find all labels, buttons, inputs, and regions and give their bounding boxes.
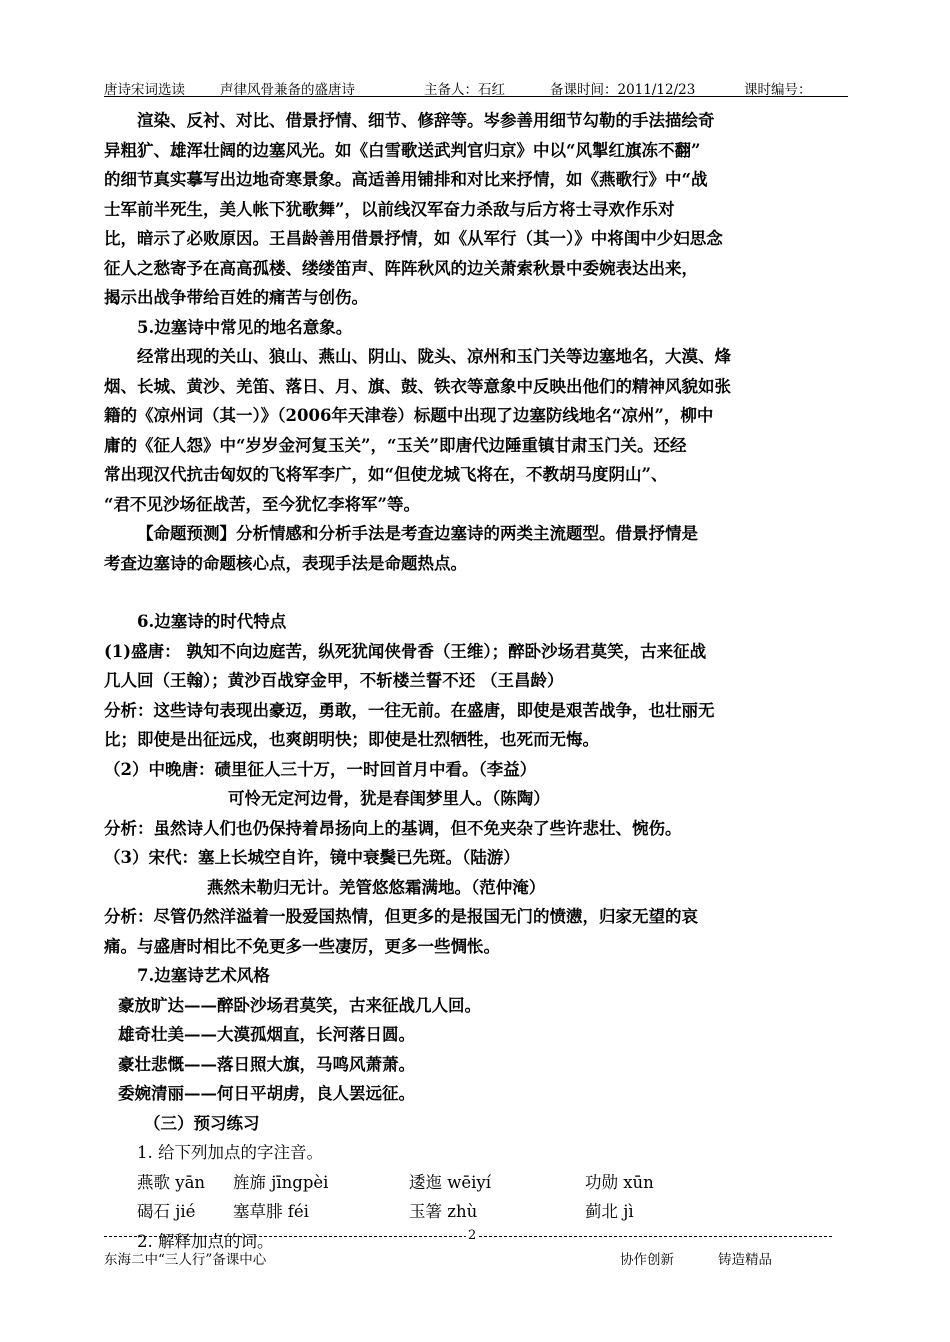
page-header [104, 76, 848, 97]
style-line: 豪壮悲慨——落日照大旗，马鸣风萧萧。 [118, 1054, 415, 1074]
s5-line: 庸的《征人怨》中“岁岁金河复玉关”，“玉关”即唐代边陲重镇甘肃玉门关。还经 [104, 435, 687, 455]
exercise-1-title: 1. 给下列加点的字注音。 [137, 1143, 323, 1162]
s6-3-line: 燕然未勒归无计。羌管悠悠霜满地。（范仲淹） [207, 877, 546, 897]
pinyin-item: 旌旆 jīngpèi [233, 1172, 329, 1192]
s6-2-analysis: 分析：虽然诗人们也仍保持着昂扬向上的基调，但不免夹杂了些许悲壮、惋伤。 [104, 818, 682, 838]
prediction-line: 考查边塞诗的命题核心点，表现手法是命题热点。 [104, 553, 467, 573]
exercise-2-title: 2. 解释加点的词。 [137, 1231, 274, 1251]
s6-2-line: （2）中晚唐：碛里征人三十万，一时回首月中看。（李益） [104, 759, 537, 779]
page-number: 2 [468, 1228, 477, 1243]
style-line: 豪放旷达——醉卧沙场君莫笑，古来征战几人回。 [118, 995, 481, 1015]
document-body [104, 106, 786, 1256]
p1-line: 揭示出战争带给百姓的痛苦与创伤。 [104, 288, 368, 307]
s6-1-analysis: 分析：这些诗句表现出豪迈，勇敢，一往无前。在盛唐，即使是艰苦战争，也壮丽无 [104, 700, 715, 720]
pinyin-item: 蓟北 jì [585, 1202, 634, 1221]
style-line: 委婉清丽——何日平胡虏，良人罢远征。 [118, 1084, 415, 1103]
pinyin-item: 碣石 jié [137, 1202, 196, 1221]
s6-1-line: (1)盛唐： 孰知不向边庭苦，纵死犹闻侠骨香（王维）；醉卧沙场君莫笑，古来征战 [104, 641, 707, 661]
s6-3-analysis: 痛。与盛唐时相比不免更多一些凄厉，更多一些惆怅。 [104, 936, 500, 956]
pinyin-item: 逶迤 wēiyí [409, 1172, 492, 1192]
spacer [104, 578, 786, 607]
prediction-line: 【命题预测】分析情感和分析手法是考查边塞诗的两类主流题型。借景抒情是 [137, 524, 698, 543]
style-line: 雄奇壮美——大漠孤烟直，长河落日圆。 [118, 1025, 415, 1044]
s6-1-analysis: 比；即使是出征远戍，也爽朗明快；即使是壮烈牺牲，也死而无悔。 [104, 730, 599, 749]
pinyin-item: 塞草腓 féi [233, 1202, 309, 1221]
exercise-1-row [104, 1168, 786, 1198]
header-lesson: 声律风骨兼备的盛唐诗 [220, 82, 355, 98]
section-7-title: 7.边塞诗艺术风格 [137, 966, 270, 985]
footer-center: 东海二中“三人行”备课中心 [104, 1252, 267, 1268]
s5-line: 烟、长城、黄沙、羌笛、落日、月、旗、鼓、铁衣等意象中反映出他们的精神风貌如张 [104, 376, 731, 396]
s5-line: “君不见沙场征战苦，至今犹忆李将军”等。 [104, 494, 420, 514]
s6-2-line: 可怜无定河边骨，犹是春闺梦里人。（陈陶） [228, 789, 550, 808]
pinyin-item: 功勋 xūn [585, 1172, 654, 1192]
p1-line: 异粗犷、雄浑壮阔的边塞风光。如《白雪歌送武判官归京》中以“风掣红旗冻不翻” [104, 140, 701, 160]
p1-line: 的细节真实摹写出边地奇寒景象。高适善用铺排和对比来抒情，如《燕歌行》中“战 [104, 170, 708, 189]
pinyin-item: 玉箸 zhù [409, 1202, 478, 1221]
footer-slogan-1: 协作创新 [620, 1252, 674, 1268]
s6-3-analysis: 分析：尽管仍然洋溢着一股爱国热情，但更多的是报国无门的愤懑，归家无望的哀 [104, 907, 698, 926]
p1-line: 比，暗示了必败原因。王昌龄善用借景抒情，如《从军行（其一）》中将闺中少妇思念 [104, 229, 723, 248]
p1-line: 征人之愁寄予在高高孤楼、缕缕笛声、阵阵秋风的边关萧索秋景中委婉表达出来， [104, 258, 698, 278]
p1-line: 士军前半死生，美人帐下犹歌舞”，以前线汉军奋力杀敌与后方将士寻欢作乐对 [104, 199, 675, 219]
s6-3-line: （3）宋代：塞上长城空自许，镜中衰鬓已先斑。（陆游） [104, 848, 520, 867]
pinyin-item: 燕歌 yān [137, 1172, 206, 1192]
s5-line: 籍的《凉州词（其一）》（2006年天津卷）标题中出现了边塞防线地名“凉州”，柳中 [104, 406, 714, 425]
s6-1-line: 几人回（王翰）；黄沙百战穿金甲，不斩楼兰誓不还 （王昌龄） [104, 671, 564, 690]
section-5-title: 5.边塞诗中常见的地名意象。 [137, 317, 353, 337]
p1-line: 渲染、反衬、对比、借景抒情、细节、修辞等。岑参善用细节勾勒的手法描绘奇 [137, 111, 715, 130]
header-prep-time: 备课时间：2011/12/23 [550, 82, 696, 98]
header-lesson-code: 课时编号： [744, 82, 812, 98]
s5-line: 常出现汉代抗击匈奴的飞将军李广，如“但使龙城飞将在，不教胡马度阴山”、 [104, 465, 668, 484]
header-course: 唐诗宋词选读 [104, 82, 185, 98]
footer-slogan-2: 铸造精品 [718, 1252, 772, 1268]
s5-line: 经常出现的关山、狼山、燕山、阴山、陇头、凉州和玉门关等边塞地名，大漠、烽 [137, 347, 731, 366]
exercise-1-row [104, 1197, 786, 1227]
section-6-title: 6.边塞诗的时代特点 [137, 612, 287, 631]
header-preparer: 主备人：石红 [424, 82, 505, 98]
section-3-title: （三）预习练习 [144, 1113, 260, 1133]
